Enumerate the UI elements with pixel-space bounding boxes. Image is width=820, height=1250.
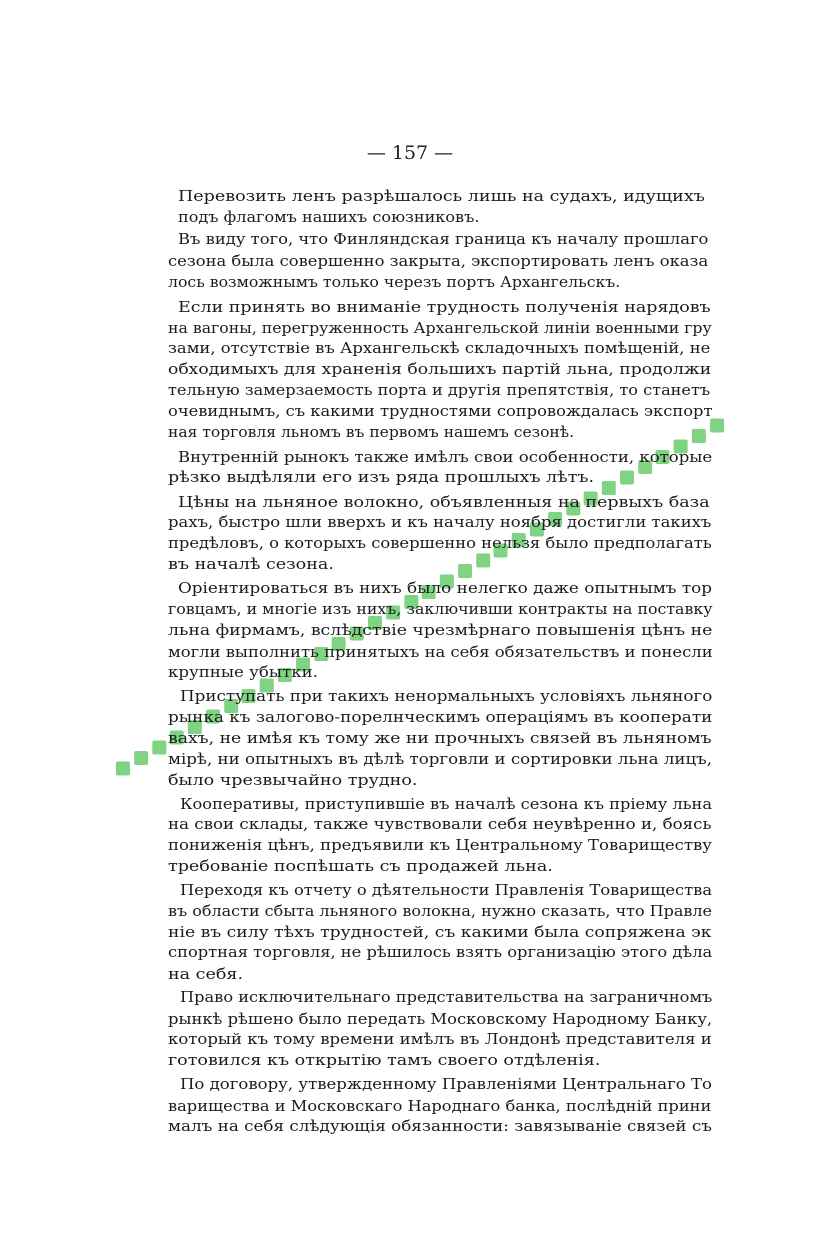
text-line: варищества и Московскаго Народнаго банка, послѣдній прини (168, 1097, 712, 1115)
text-line: готовился къ открытію тамъ своего отдѣленія. (168, 1052, 601, 1070)
text-line: Приступать при такихъ ненормальныхъ условіяхъ льняного (180, 687, 713, 705)
text-line: въ области сбыта льняного волокна, нужно сказать, что Правле (168, 902, 712, 920)
text-line: Въ виду того, что Финляндская граница къ началу прошлаго (178, 231, 709, 249)
text-line: лось возможнымъ только черезъ портъ Архангельскъ. (168, 274, 621, 292)
text-line: требованіе поспѣшать съ продажей льна. (168, 858, 553, 876)
text-line: въ началѣ сезона. (168, 555, 334, 573)
text-line: крупные убытки. (168, 664, 318, 682)
text-line: на свои склады, также чувствовали себя неувѣренно и, боясь (168, 816, 712, 834)
text-line: Цѣны на льняное волокно, объявленныя на первыхъ база (178, 493, 710, 511)
text-line: могли выполнить принятыхъ на себя обязательствъ и понесли (168, 643, 713, 661)
text-line: подъ флагомъ нашихъ союзниковъ. (178, 209, 480, 227)
text-line: спортная торговля, не рѣшилось взять организацію этого дѣла (168, 944, 713, 962)
text-line: Переходя къ отчету о дѣятельности Правленія Товарищества (180, 882, 713, 900)
text-line: пониженія цѣнъ, предъявили къ Центральному Товариществу (168, 836, 712, 854)
text-line: зами, отсутствіе въ Архангельскѣ складочныхъ помѣщеній, не (168, 340, 711, 358)
text-line: Право исключительнаго представительства на заграничномъ (180, 989, 713, 1007)
text-line: тельную замерзаемость порта и другія препятствія, то станетъ (168, 382, 711, 400)
text-line: вахъ, не имѣя къ тому же ни прочныхъ связей въ льняномъ (168, 730, 712, 748)
text-line: сезона была совершенно закрыта, экспортировать ленъ оказа (168, 252, 709, 270)
text-line: По договору, утвержденному Правленіями Центральнаго То (180, 1076, 712, 1094)
text-line: очевиднымъ, съ какими трудностями сопровождалась экспорт (168, 402, 713, 420)
text-line: Если принять во вниманіе трудность полученія нарядовъ (178, 298, 711, 316)
text-line: Внутренній рынокъ также имѣлъ свои особенности, которые (178, 448, 713, 466)
text-line: было чрезвычайно трудно. (168, 772, 418, 790)
text-line: мірѣ, ни опытныхъ въ дѣлѣ торговли и сортировки льна лицъ, (168, 750, 713, 768)
text-line: Кооперативы, приступившіе въ началѣ сезона къ пріему льна (180, 795, 713, 813)
text-line: который къ тому времени имѣлъ въ Лондонѣ представителя и (168, 1031, 712, 1049)
text-line: предѣловъ, о которыхъ совершенно нельзя было предполагать (168, 534, 712, 552)
text-line: Оріентироваться въ нихъ было нелегко даже опытнымъ тор (178, 580, 712, 598)
text-line: говцамъ, и многіе изъ нихъ, заключивши контракты на поставку (168, 600, 713, 618)
text-line: Перевозить ленъ разрѣшалось лишь на судахъ, идущихъ (178, 188, 705, 205)
text-line: на вагоны, перегруженность Архангельской линіи военными гру (168, 319, 712, 337)
text-line: обходимыхъ для храненія большихъ партій льна, продолжи (168, 360, 712, 378)
text-line: малъ на себя слѣдующія обязанности: завязываніе связей съ (168, 1118, 712, 1135)
text-line: ніе въ силу тѣхъ трудностей, съ какими была сопряжена эк (168, 923, 712, 941)
text-line: рахъ, быстро шли вверхъ и къ началу ноября достигли такихъ (168, 514, 712, 532)
text-line: рѣзко выдѣляли его изъ ряда прошлыхъ лѣтъ. (168, 469, 595, 487)
text-line: рынка къ залогово-порелнческимъ операціямъ въ кооперати (168, 709, 713, 727)
text-line: на себя. (168, 965, 244, 983)
page-number: — 157 — (366, 142, 454, 164)
text-line: льна фирмамъ, вслѣдствіе чрезмѣрнаго повышенія цѣнъ не (168, 622, 713, 640)
text-line: ная торговля льномъ въ первомъ нашемъ сезонѣ. (168, 423, 575, 441)
text-line: рынкѣ рѣшено было передать Московскому Народному Банку, (168, 1010, 713, 1028)
